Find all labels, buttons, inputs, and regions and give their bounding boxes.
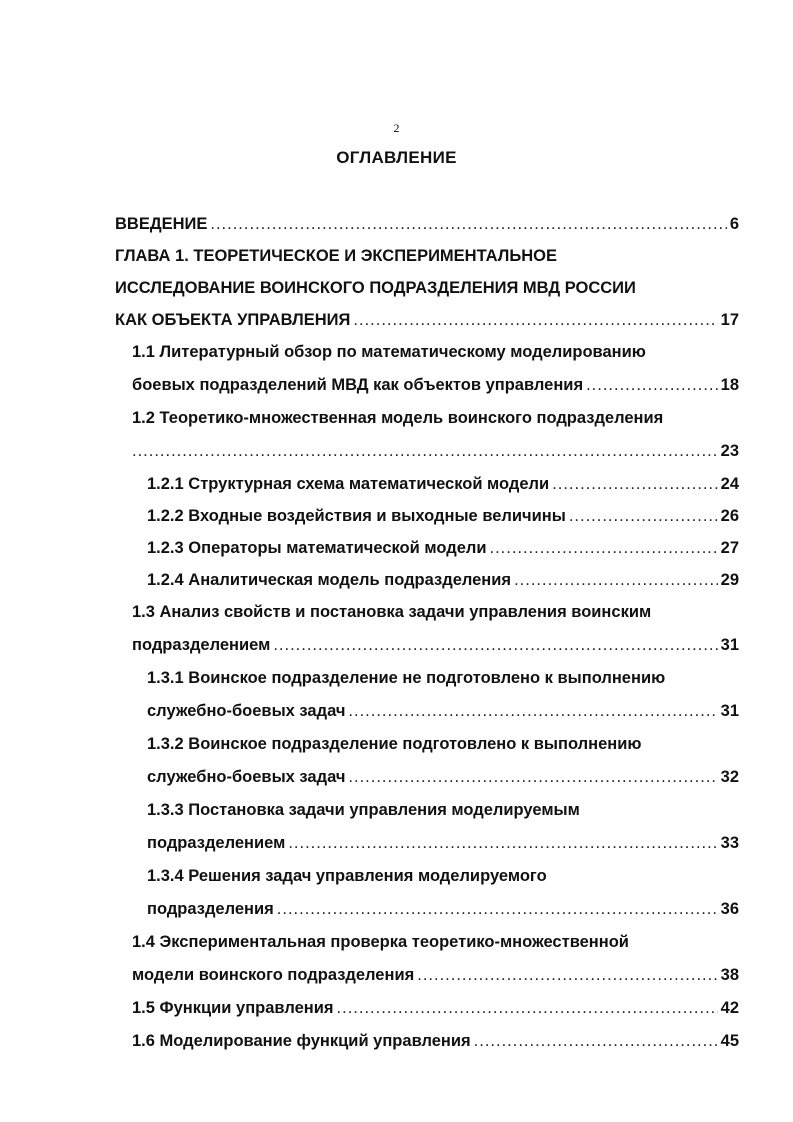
toc-entry-introduction: [115, 208, 739, 240]
toc-page-number: 45: [720, 1032, 739, 1050]
toc-entry-chapter-1: [115, 240, 739, 336]
toc-entry-title-line: ГЛАВА 1. ТЕОРЕТИЧЕСКОЕ И ЭКСПЕРИМЕНТАЛЬНОЕ: [115, 247, 557, 265]
toc-entry-title: КАК ОБЪЕКТА УПРАВЛЕНИЯ: [115, 311, 351, 329]
toc-page-number: 38: [720, 966, 739, 984]
toc-entry-1-1: [132, 336, 739, 402]
dot-leader: [132, 435, 718, 468]
dot-leader: [490, 532, 718, 564]
toc-page-number: 33: [720, 834, 739, 852]
dot-leader: [552, 468, 717, 500]
toc-page-number: 31: [720, 636, 739, 654]
toc-entry-title-line: 1.4 Экспериментальная проверка теоретико-множественной: [132, 933, 629, 951]
dot-leader: [514, 564, 718, 596]
toc-entry-title-line: 1.3.4 Решения задач управления моделируемого: [147, 867, 547, 885]
toc-entry-1-4: [132, 926, 739, 992]
dot-leader: [474, 1025, 718, 1058]
dot-leader: [210, 208, 726, 240]
toc-entry-1-3-2: [147, 728, 739, 794]
toc-entry-1-6: [132, 1025, 739, 1058]
toc-entry-title: подразделением: [132, 636, 271, 654]
toc-page-number: 23: [720, 442, 739, 460]
dot-leader: [277, 893, 718, 926]
toc-entry-1-5: [132, 992, 739, 1025]
dot-leader: [348, 695, 717, 728]
toc-entry-title: служебно-боевых задач: [147, 768, 346, 786]
toc-entry-title: 1.6 Моделирование функций управления: [132, 1032, 471, 1050]
toc-entry-title: 1.5 Функции управления: [132, 999, 334, 1017]
toc-entry-title: ВВЕДЕНИЕ: [115, 215, 208, 233]
toc-entry-title: 1.2.3 Операторы математической модели: [147, 539, 487, 557]
toc-entry-title: 1.2.2 Входные воздействия и выходные величины: [147, 507, 566, 525]
toc-entry-title-line: 1.3.2 Воинское подразделение подготовлено к выполнению: [147, 735, 642, 753]
toc-entry-title-line: 1.3.3 Постановка задачи управления моделируемым: [147, 801, 580, 819]
toc-page-number: 18: [720, 376, 739, 394]
toc-page-number: 26: [720, 507, 739, 525]
toc-entry-1-2-1: [147, 468, 739, 500]
dot-leader: [586, 369, 718, 402]
dot-leader: [348, 761, 717, 794]
toc-entry-1-2-3: [147, 532, 739, 564]
toc-entry-title-line: 1.2 Теоретико-множественная модель воинского подразделения: [132, 409, 664, 427]
dot-leader: [337, 992, 718, 1025]
dot-leader: [288, 827, 717, 860]
toc-page-number: 29: [720, 571, 739, 589]
toc-page-number: 17: [720, 311, 739, 329]
toc-page-number: 6: [729, 215, 739, 233]
toc-entry-1-3-1: [147, 662, 739, 728]
toc-entry-1-3-3: [147, 794, 739, 860]
toc-entry-title-line: 1.3 Анализ свойств и постановка задачи управления воинским: [132, 603, 652, 621]
page-number: 2: [393, 121, 400, 135]
toc-entry-title-line: 1.1 Литературный обзор по математическому моделированию: [132, 343, 646, 361]
toc-entry-1-2-2: [147, 500, 739, 532]
toc-page-number: 42: [720, 999, 739, 1017]
toc-entry-title: боевых подразделений МВД как объектов управления: [132, 376, 584, 394]
toc-entry-title: 1.2.4 Аналитическая модель подразделения: [147, 571, 512, 589]
toc-entry-1-3-4: [147, 860, 739, 926]
dot-leader: [353, 304, 717, 336]
dot-leader: [569, 500, 718, 532]
toc-entry-1-3: [132, 596, 739, 662]
toc-entry-title-line: 1.3.1 Воинское подразделение не подготовлено к выполнению: [147, 669, 666, 687]
toc-page-number: 32: [720, 768, 739, 786]
toc-entry-title-line: ИССЛЕДОВАНИЕ ВОИНСКОГО ПОДРАЗДЕЛЕНИЯ МВД РОССИИ: [115, 279, 636, 297]
toc-page-number: 31: [720, 702, 739, 720]
toc-entry-title: подразделением: [147, 834, 286, 852]
toc-entry-title: модели воинского подразделения: [132, 966, 415, 984]
toc-entry-title: 1.2.1 Структурная схема математической модели: [147, 475, 550, 493]
toc-entry-title: служебно-боевых задач: [147, 702, 346, 720]
dot-leader: [273, 629, 717, 662]
toc-entry-1-2-4: [147, 564, 739, 596]
toc-title: ОГЛАВЛЕНИЕ: [336, 148, 457, 167]
dot-leader: [417, 959, 717, 992]
toc-entry-1-2: [132, 402, 739, 468]
toc-page-number: 24: [720, 475, 739, 493]
toc-page-number: 27: [720, 539, 739, 557]
table-of-contents: [115, 208, 739, 1058]
toc-entry-title: подразделения: [147, 900, 274, 918]
toc-page-number: 36: [720, 900, 739, 918]
